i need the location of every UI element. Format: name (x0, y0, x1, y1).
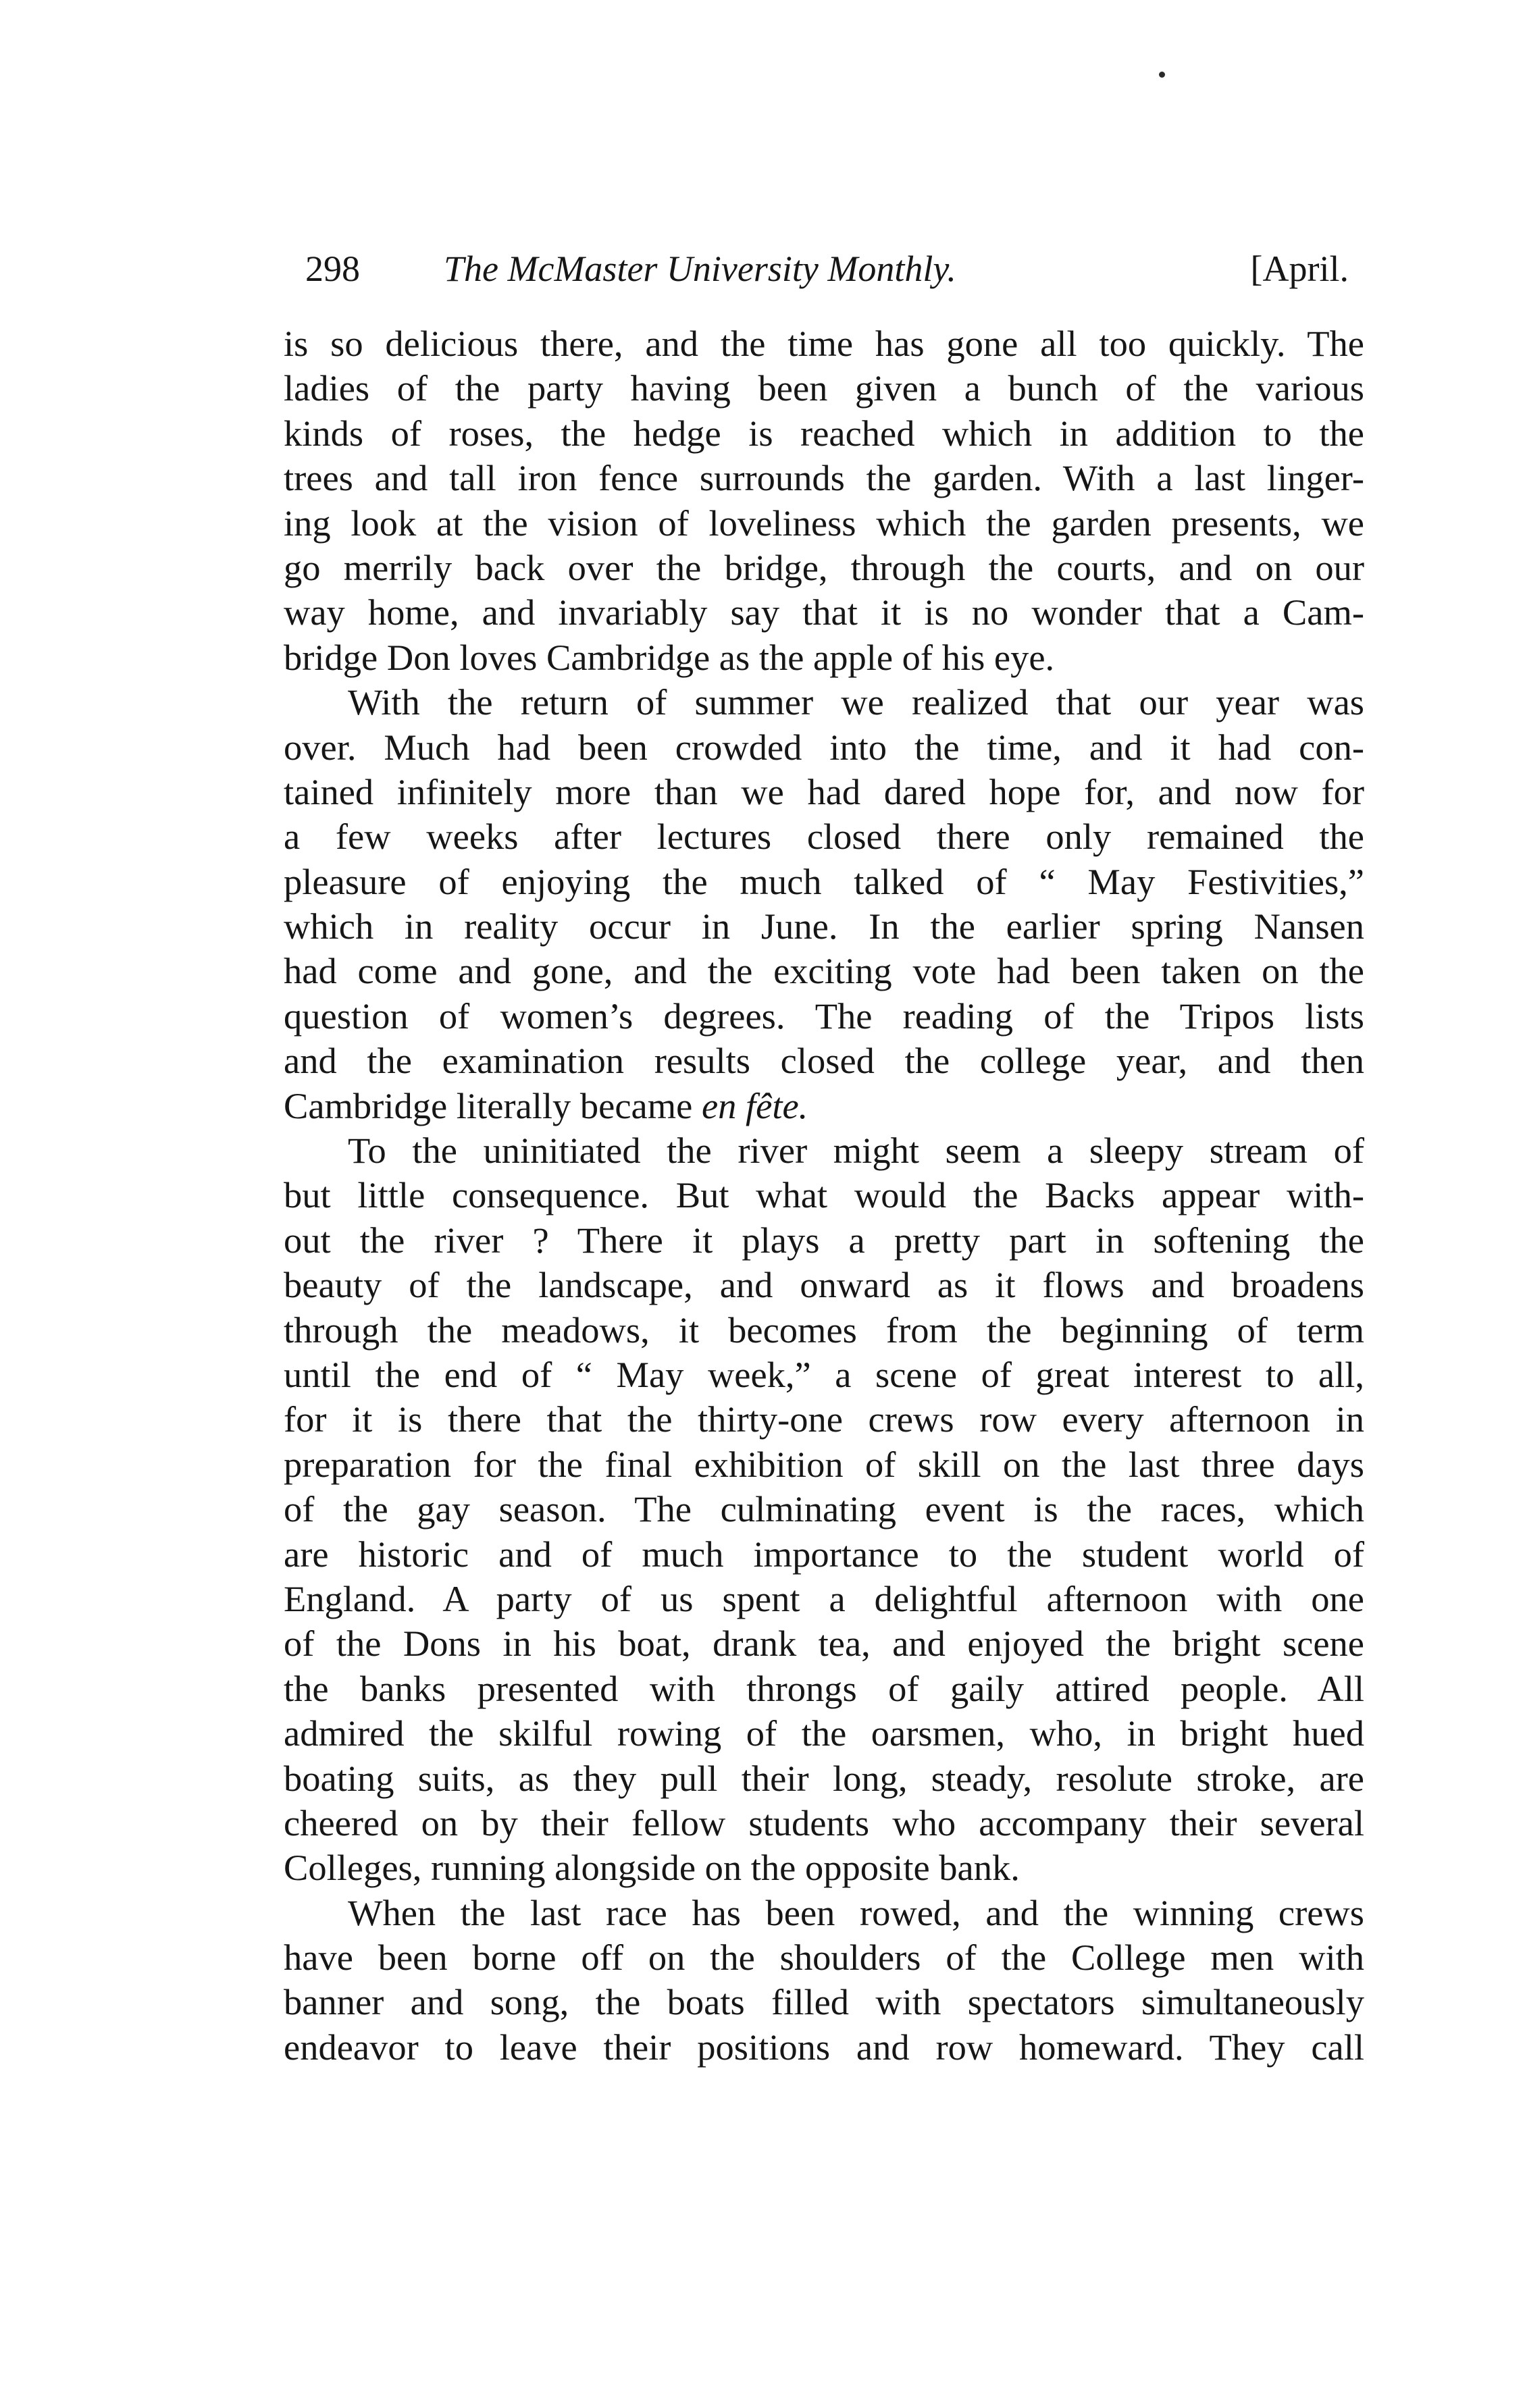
text-line: endeavor to leave their positions and row homeward. They call (284, 2026, 1364, 2068)
text-line: cheered on by their fellow students who accompany their several (284, 1802, 1364, 1843)
text-line: until the end of “ May week,” a scene of great interest to all, (284, 1353, 1364, 1395)
text-line: over. Much had been crowded into the time, and it had con- (284, 726, 1364, 768)
paragraph-first-line: To the uninitiated the river might seem a sleepy stream of (348, 1130, 1364, 1172)
text-line: ing look at the vision of loveliness which the garden presents, we (284, 502, 1364, 544)
ink-speck (1159, 72, 1165, 78)
text-line: had come and gone, and the exciting vote had been taken on the (284, 950, 1364, 992)
text-line: trees and tall iron fence surrounds the garden. With a last linger- (284, 457, 1364, 499)
issue-month: [April. (1250, 248, 1349, 289)
text-run: Cambridge literally became (284, 1084, 702, 1126)
paragraph-first-line: When the last race has been rowed, and the winning crews (348, 1891, 1364, 1933)
text-line: have been borne off on the shoulders of the College men with (284, 1937, 1364, 1979)
text-line: question of women’s degrees. The reading of the Tripos lists (284, 995, 1364, 1037)
text-line: bridge Don loves Cambridge as the apple of his eye. (284, 636, 1055, 678)
text-line: go merrily back over the bridge, through the courts, and on our (284, 546, 1364, 588)
page-number: 298 (305, 248, 360, 289)
paragraph-first-line: With the return of summer we realized that our year was (348, 681, 1364, 723)
text-line: out the river ? There it plays a pretty part in softening the (284, 1219, 1364, 1261)
text-line: are historic and of much importance to the student world of (284, 1533, 1364, 1575)
text-line: for it is there that the thirty-one crews row every afternoon in (284, 1398, 1364, 1440)
text-line: pleasure of enjoying the much talked of “ May Festivities,” (284, 860, 1364, 902)
journal-title: The McMaster University Monthly. (444, 248, 956, 289)
article-body (284, 321, 1364, 2070)
text-line: a few weeks after lectures closed there only remained the (284, 816, 1364, 858)
text-line: and the examination results closed the college year, and then (284, 1040, 1364, 1082)
text-line: kinds of roses, the hedge is reached which in addition to the (284, 412, 1364, 454)
text-line: of the Dons in his boat, drank tea, and enjoyed the bright scene (284, 1623, 1364, 1665)
italic-phrase: en fête. (701, 1084, 808, 1126)
text-line: of the gay season. The culminating event is the races, which (284, 1488, 1364, 1530)
text-line: England. A party of us spent a delightful afternoon with one (284, 1577, 1364, 1619)
text-line: the banks presented with throngs of gaily attired people. All (284, 1667, 1364, 1709)
text-line: Colleges, running alongside on the opposite bank. (284, 1847, 1020, 1889)
text-line: ladies of the party having been given a bunch of the various (284, 367, 1364, 409)
text-line: which in reality occur in June. In the earlier spring Nansen (284, 906, 1364, 947)
text-line: banner and song, the boats filled with spectators simultaneously (284, 1981, 1364, 2023)
running-head (305, 242, 1349, 296)
text-line: tained infinitely more than we had dared hope for, and now for (284, 770, 1364, 812)
text-line: admired the skilful rowing of the oarsmen, who, in bright hued (284, 1712, 1364, 1754)
text-line: beauty of the landscape, and onward as it flows and broadens (284, 1264, 1364, 1306)
text-line (284, 1084, 1364, 1128)
text-line: is so delicious there, and the time has gone all too quickly. The (284, 323, 1364, 364)
text-line: boating suits, as they pull their long, steady, resolute stroke, are (284, 1757, 1364, 1799)
text-line: preparation for the final exhibition of skill on the last three days (284, 1443, 1364, 1485)
text-line: but little consequence. But what would the Backs appear with- (284, 1174, 1364, 1216)
text-line: way home, and invariably say that it is no wonder that a Cam- (284, 592, 1364, 633)
text-line: through the meadows, it becomes from the beginning of term (284, 1309, 1364, 1351)
